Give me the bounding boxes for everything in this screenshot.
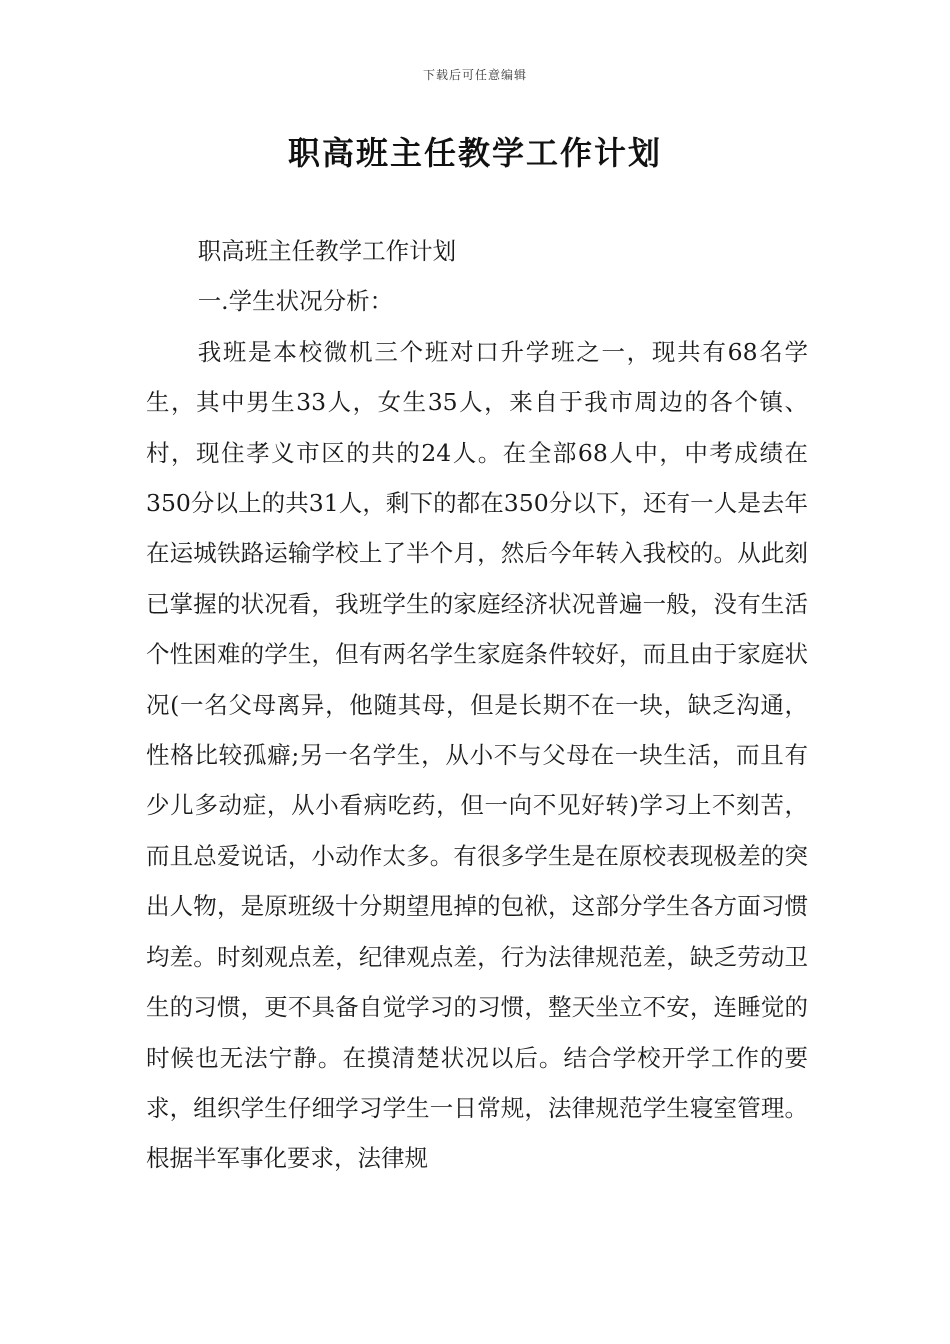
section-heading: 一.学生状况分析： (197, 287, 394, 316)
document-body (146, 226, 808, 1184)
subtitle-line: 职高班主任教学工作计划 (197, 237, 457, 265)
document-title: 职高班主任教学工作计划 (287, 134, 662, 172)
body-paragraph: 我班是本校微机三个班对口升学班之一，现共有68名学生，其中男生33人，女生35人，来自于我市周边的各个镇、村，现住孝义市区的共的24人。在全部68人中，中考成绩在350分以上的共31人，剩下的都在350分以下，还有一人是去年在运城铁路运输学校上了半个月，然后今年转入我校的。从此刻已掌握的状况看，我班学生的家庭经济状况普遍一般，没有生活个性困难的学生，但有两名学生家庭条件较好，而且由于家庭状况(一名父母离异，他随其母，但是长期不在一块，缺乏沟通，性格比较孤癖;另一名学生，从小不与父母在一块生活，而且有少儿多动症，从小看病吃药，但一向不见好转)学习上不刻苦，而且总爱说话，小动作太多。有很多学生是在原校表现极差的突出人物，是原班级十分期望甩掉的包袱，这部分学生各方面习惯均差。时刻观点差，纪律观点差，行为法律规范差，缺乏劳动卫生的习惯，更不具备自觉学习的习惯，整天坐立不安，连睡觉的时候也无法宁静。在摸清楚状况以后。结合学校开学工作的要求，组织学生仔细学习学生一日常规，法律规范学生寝室管理。根据半军事化要求，法律规 (146, 337, 808, 1173)
header-note: 下载后可任意编辑 (422, 68, 527, 82)
